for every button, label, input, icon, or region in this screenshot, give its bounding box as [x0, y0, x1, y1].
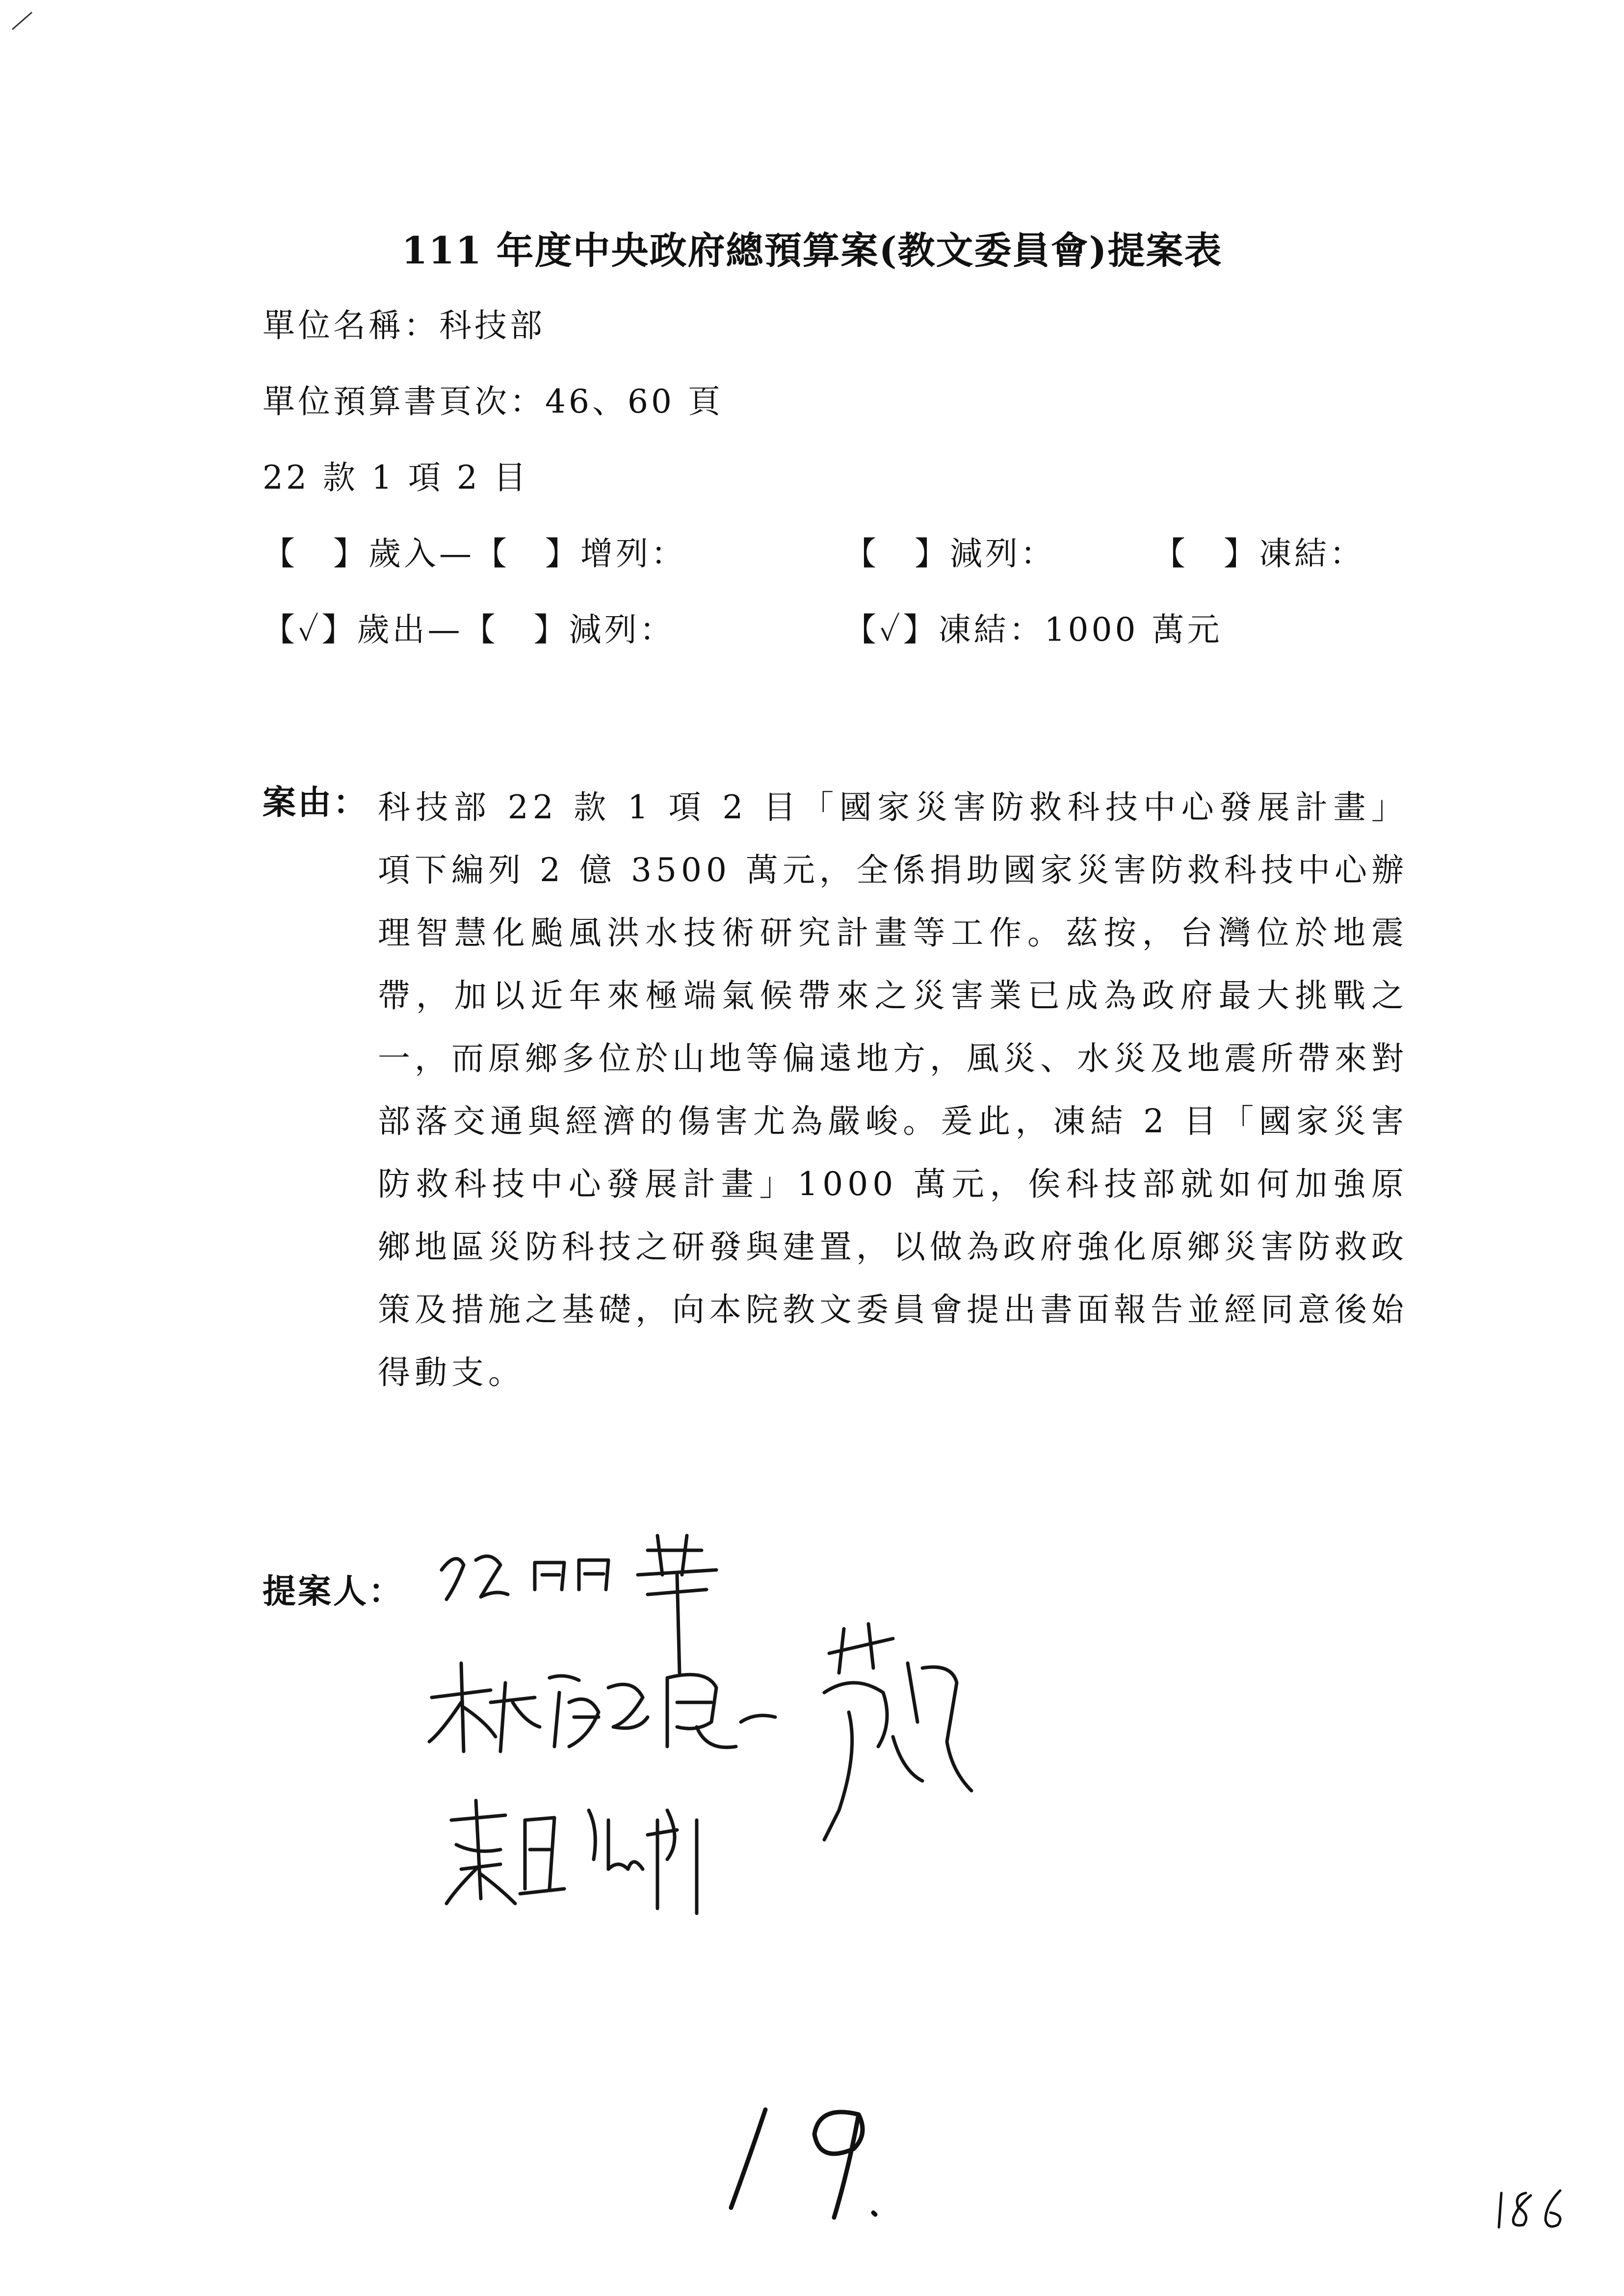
- revenue-decrease-option: 【 】減列：: [844, 535, 1056, 573]
- expenditure-freeze-option: 【✓】凍結：1000 萬元: [844, 611, 1223, 649]
- page-number: [1492, 2178, 1580, 2242]
- expenditure-decrease-option: 【✓】歲出—【 】減列：: [262, 611, 675, 649]
- reason-text: [378, 776, 1408, 1404]
- reason-label: 案由：: [262, 783, 369, 822]
- signatures-block: [402, 1516, 1089, 1987]
- budget-page-ref: 單位預算書頁次：46、60 頁: [262, 383, 723, 420]
- revenue-freeze-option: 【 】凍結：: [1153, 535, 1365, 573]
- signature-3: [446, 1800, 697, 1913]
- revenue-increase-option: 【 】歲入—【 】增列：: [262, 535, 686, 573]
- proposer-label: 提案人：: [262, 1572, 404, 1611]
- handwritten-number: [711, 2080, 917, 2227]
- signature-4: [824, 1624, 971, 1840]
- signature-2: [429, 1663, 775, 1751]
- document-title: 111 年度中央政府總預算案(教文委員會)提案表: [401, 229, 1223, 272]
- item-ref: 22 款 1 項 2 目: [262, 459, 529, 496]
- unit-name: 單位名稱：科技部: [262, 307, 545, 344]
- reason-paragraph: 科技部 22 款 1 項 2 目「國家災害防救科技中心發展計畫」項下編列 2 億 3500 萬元，全係捐助國家災害防救科技中心辦理智慧化颱風洪水技術研究計畫等工作。茲按，台灣位於地震帶，加以近年來極端氣候帶來之災害業已成為政府最大挑戰之一，而原鄉多位於山地等偏遠地方，風災、水災及地震所帶來對部落交通與經濟的傷害尤為嚴峻。爰此，凍結 2 目「國家災害防救科技中心發展計畫」1000 萬元，俟科技部就如何加強原鄉地區災防科技之研發與建置，以做為政府強化原鄉災害防救政策及措施之基礎，向本院教文委員會提出書面報告並經同意後始得動支。: [378, 788, 1408, 1391]
- signature-1: [442, 1536, 716, 1673]
- corner-mark: [10, 5, 39, 34]
